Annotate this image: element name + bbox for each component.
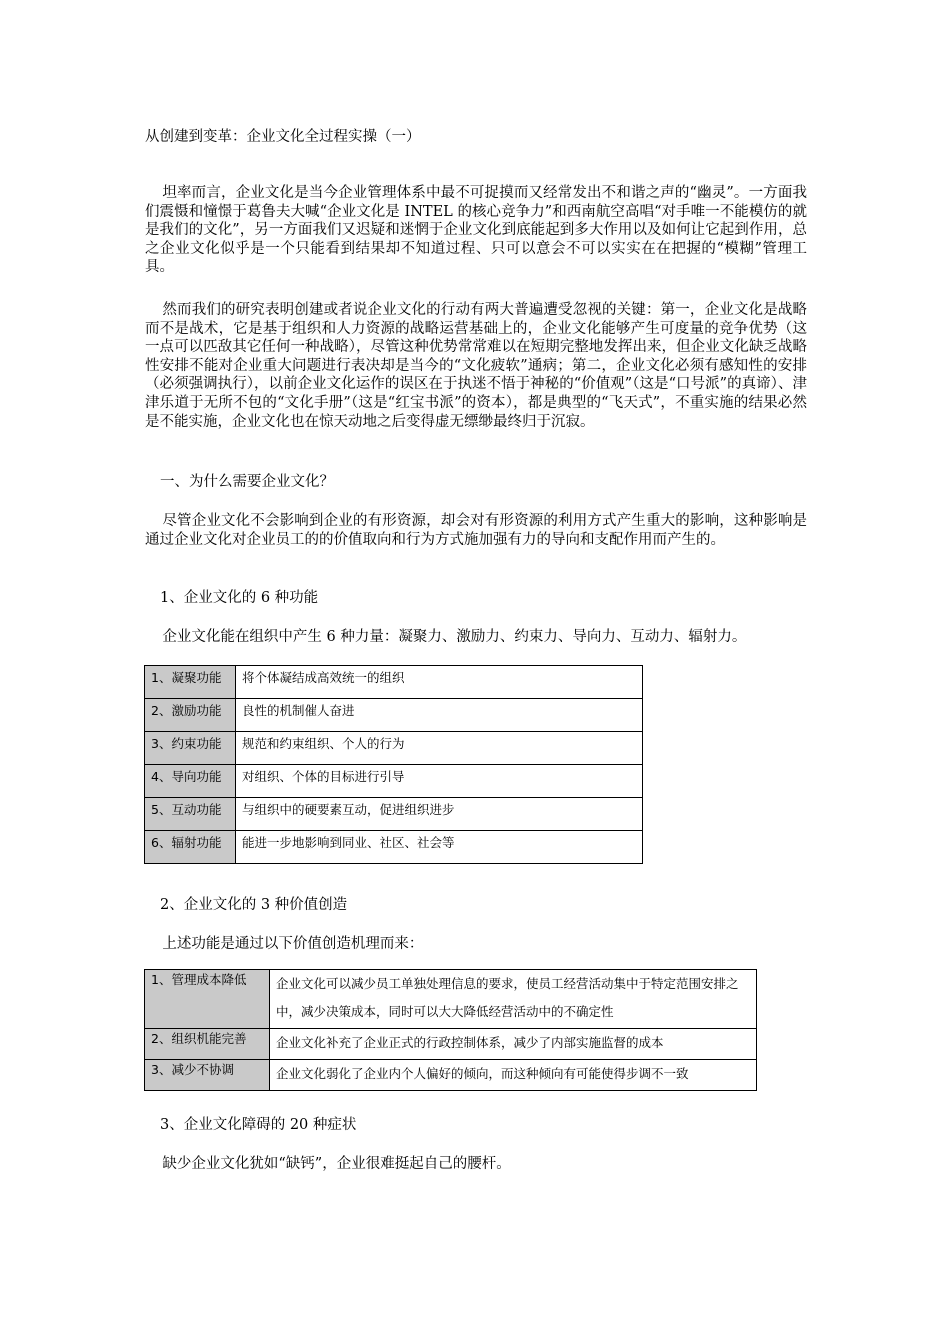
value-creation-table xyxy=(144,969,757,1091)
table-row xyxy=(145,970,757,1029)
function-desc: 对组织、个体的目标进行引导 xyxy=(236,765,643,798)
table-row xyxy=(145,1060,757,1091)
value-label: 3、减少不协调 xyxy=(145,1060,270,1091)
function-desc: 与组织中的硬要素互动，促进组织进步 xyxy=(236,798,643,831)
functions-table xyxy=(144,665,643,864)
paragraph-research: 然而我们的研究表明创建或者说企业文化的行动有两大普遍遭受忽视的关键：第一，企业文化是战略而不是战术，它是基于组织和人力资源的战略运营基础上的，企业文化能够产生可度量的竞争优势（这一点可以匹敌其它任何一种战略），尽管这种优势常常难以在短期完整地发挥出来，但企业文化缺乏战略性安排不能对企业重大问题进行表决却是当今的“文化疲软”通病；第二，企业文化必须有感知性的安排（必须强调执行），以前企业文化运作的误区在于执迷不悟于神秘的“价值观”（这是“口号派”的真谛）、津津乐道于无所不包的“文化手册”（这是“红宝书派”的资本），都是典型的“飞天式”，不重实施的结果必然是不能实施，企业文化也在惊天动地之后变得虚无缥缈最终归于沉寂。 xyxy=(145,302,807,430)
table-row xyxy=(145,666,643,699)
section-heading-value: 2、企业文化的 3 种价值创造 xyxy=(160,897,348,913)
paragraph-influence: 尽管企业文化不会影响到企业的有形资源，却会对有形资源的利用方式产生重大的影响，这种影响是通过企业文化对企业员工的的价值取向和行为方式施加强有力的导向和支配作用而产生的。 xyxy=(145,513,807,548)
value-label: 2、组织机能完善 xyxy=(145,1029,270,1060)
table-row xyxy=(145,765,643,798)
value-desc: 企业文化弱化了企业内个人偏好的倾向，而这种倾向有可能使得步调不一致 xyxy=(270,1060,757,1091)
value-desc: 企业文化补充了企业正式的行政控制体系，减少了内部实施监督的成本 xyxy=(270,1029,757,1060)
table-row xyxy=(145,798,643,831)
table-row xyxy=(145,732,643,765)
paragraph-calcium: 缺少企业文化犹如“缺钙”，企业很难挺起自己的腰杆。 xyxy=(162,1156,511,1172)
value-desc: 企业文化可以减少员工单独处理信息的要求，使员工经营活动集中于特定范围安排之中，减少决策成本，同时可以大大降低经营活动中的不确定性 xyxy=(270,970,757,1029)
paragraph-intro: 坦率而言，企业文化是当今企业管理体系中最不可捉摸而又经常发出不和谐之声的“幽灵”。一方面我们震慑和憧憬于葛鲁夫大喊“企业文化是 INTEL 的核心竞争力”和西南航空高唱“对手唯一不能模仿的就是我们的文化”，另一方面我们又迟疑和迷惘于企业文化到底能起到多大作用以及如何让它起到作用，总之企业文化似乎是一个只能看到结果却不知道过程、只可以意会不可以实实在在把握的“模糊”管理工具。 xyxy=(145,185,807,276)
function-label: 6、辐射功能 xyxy=(145,831,236,864)
section-heading-symptoms: 3、企业文化障碍的 20 种症状 xyxy=(160,1117,357,1133)
paragraph-value-intro: 上述功能是通过以下价值创造机理而来： xyxy=(162,936,424,952)
section-heading-functions: 1、企业文化的 6 种功能 xyxy=(160,590,319,606)
table-row xyxy=(145,831,643,864)
function-label: 3、约束功能 xyxy=(145,732,236,765)
function-desc: 良性的机制催人奋进 xyxy=(236,699,643,732)
function-desc: 能进一步地影响到同业、社区、社会等 xyxy=(236,831,643,864)
document-title: 从创建到变革：企业文化全过程实操（一） xyxy=(145,129,421,145)
section-heading-why: 一、为什么需要企业文化？ xyxy=(160,474,334,490)
function-label: 2、激励功能 xyxy=(145,699,236,732)
table-row xyxy=(145,699,643,732)
table-row xyxy=(145,1029,757,1060)
function-desc: 将个体凝结成高效统一的组织 xyxy=(236,666,643,699)
function-label: 1、凝聚功能 xyxy=(145,666,236,699)
value-label: 1、管理成本降低 xyxy=(145,970,270,1029)
function-label: 4、导向功能 xyxy=(145,765,236,798)
function-label: 5、互动功能 xyxy=(145,798,236,831)
function-desc: 规范和约束组织、个人的行为 xyxy=(236,732,643,765)
paragraph-six-forces: 企业文化能在组织中产生 6 种力量：凝聚力、激励力、约束力、导向力、互动力、辐射力。 xyxy=(162,629,747,645)
